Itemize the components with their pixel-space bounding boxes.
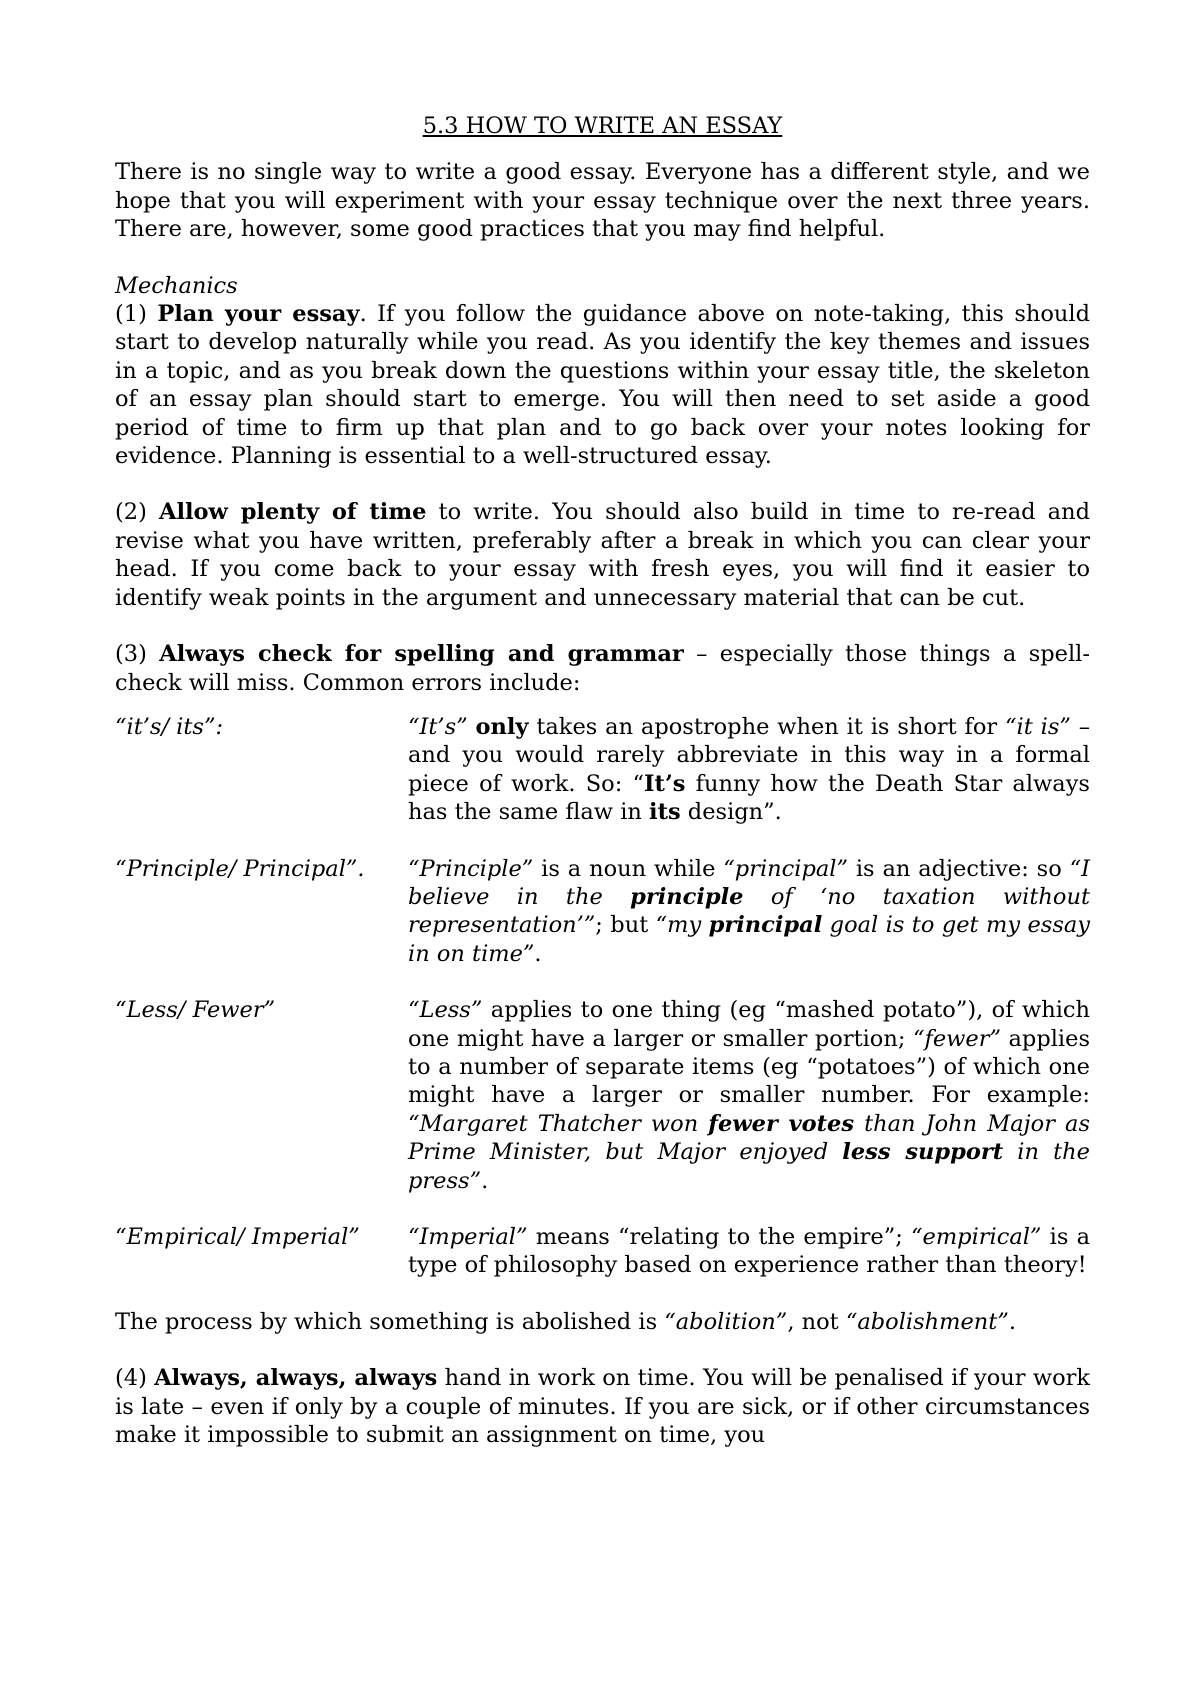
- point-title: Plan your essay: [157, 301, 360, 328]
- point-text: hand in work on time. You will be penalised if your work is late – even if only by a couple of minutes. If you are sick, or if other circumstances make it impossible to submit an assignment on time, you: [115, 1365, 1091, 1449]
- point-text: – especially those things a spell-check will miss. Common errors include:: [115, 641, 1090, 696]
- mechanics-section: [115, 272, 1090, 471]
- point-4-paragraph: [115, 1364, 1090, 1449]
- text-run: in the press”: [408, 1139, 1090, 1194]
- text-run: ; but: [595, 912, 656, 939]
- document-page: [115, 112, 1090, 1449]
- text-run: takes an apostrophe when it is short for: [528, 713, 1006, 740]
- text-run: , not: [787, 1308, 846, 1335]
- point-2-paragraph: [115, 498, 1090, 612]
- common-errors-list: [115, 713, 1090, 1280]
- error-entry: [115, 996, 1090, 1195]
- text-run: design”.: [680, 799, 782, 826]
- text-run: is an adjective: so: [847, 855, 1070, 882]
- point-3-paragraph: [115, 640, 1090, 697]
- text-run: “fewer”: [912, 1025, 1001, 1052]
- error-term: “it’s/ its”:: [115, 713, 224, 740]
- text-run: .: [481, 1167, 489, 1194]
- text-run: funny how the Death Star always has the same flaw in: [408, 770, 1090, 826]
- error-term: “Principle/ Principal”.: [115, 855, 365, 882]
- text-run: “my: [655, 912, 709, 939]
- text-run: fewer votes: [708, 1110, 855, 1137]
- text-run: principle: [630, 883, 744, 910]
- text-run: The process by which something is abolished is: [115, 1308, 665, 1335]
- text-run: “Principle”: [408, 855, 534, 882]
- text-run: “Imperial”: [408, 1224, 528, 1250]
- error-definition: [408, 996, 1090, 1195]
- text-run: “It’s”: [408, 713, 468, 740]
- point-number: (3): [115, 641, 160, 668]
- point-title: Always check for spelling and grammar: [159, 641, 684, 668]
- text-run: its: [649, 799, 681, 826]
- text-run: goal is to get my essay in on time”: [408, 912, 1090, 967]
- error-entry: [115, 1223, 1090, 1280]
- text-run: .: [534, 940, 542, 967]
- text-run: applies to a number of separate items (eg “potatoes”) of which one might have a larger or smaller number. For example:: [408, 1025, 1090, 1109]
- point-number: (2): [115, 499, 159, 526]
- text-run: “Margaret Thatcher won: [408, 1110, 709, 1137]
- text-run: “it is”: [1005, 713, 1071, 740]
- abolition-paragraph: [115, 1308, 1090, 1336]
- text-run: than John Major as Prime Minister, but Major enjoyed: [408, 1110, 1090, 1166]
- error-entry: [115, 713, 1090, 827]
- point-text: to write. You should also build in time to re-read and revise what you have written, preferably after a break in which you can clear your head. If you come back to your essay with fresh eyes, you will find it easier to identify weak points in the argument and unnecessary material that can be cut.: [115, 499, 1090, 611]
- text-run: “empirical”: [911, 1224, 1042, 1250]
- text-run: “Less”: [408, 997, 483, 1024]
- point-text: . If you follow the guidance above on note-taking, this should start to develop naturally while you read. As you identify the key themes and issues in a topic, and as you break down the questions within your essay title, the skeleton of an essay plan should start to emerge. You will then need to set aside a good period of time to firm up that plan and to go back over your notes looking for evidence. Planning is essential to a well-structured essay.: [115, 301, 1090, 470]
- text-run: is a noun while: [533, 855, 724, 882]
- text-run: “principal”: [723, 855, 848, 882]
- point-number: (1): [115, 301, 158, 328]
- text-run: only: [475, 713, 529, 740]
- text-run: principal: [708, 912, 823, 939]
- error-term: “Empirical/ Imperial”: [115, 1224, 360, 1250]
- error-definition: [408, 1223, 1090, 1280]
- text-run: It’s: [644, 770, 686, 797]
- point-title: Allow plenty of time: [158, 499, 427, 526]
- text-run: is a type of philosophy based on experience rather than theory!: [408, 1224, 1091, 1279]
- text-run: less support: [842, 1139, 1004, 1166]
- error-term: “Less/ Fewer”: [115, 997, 276, 1024]
- error-definition: [408, 713, 1090, 827]
- text-run: “abolishment”: [845, 1308, 1009, 1335]
- error-definition: [408, 855, 1090, 969]
- point-title: Always, always, always: [154, 1365, 438, 1392]
- text-run: of ‘no taxation without representation’”: [408, 883, 1090, 939]
- text-run: .: [1008, 1308, 1016, 1335]
- text-run: – and you would rarely abbreviate in this way in a formal piece of work. So: “: [408, 713, 1090, 797]
- text-run: applies to one thing (eg “mashed potato”), of which one might have a larger or smaller portion;: [408, 997, 1090, 1052]
- page-title: 5.3 HOW TO WRITE AN ESSAY: [422, 113, 783, 139]
- point-number: (4): [115, 1365, 155, 1392]
- text-run: “I believe in the: [408, 855, 1090, 910]
- intro-paragraph: There is no single way to write a good essay. Everyone has a different style, and we hope that you will experiment with your essay technique over the next three years. There are, however, some good practices that you may find helpful.: [115, 159, 1090, 243]
- text-run: “abolition”: [664, 1308, 788, 1335]
- section-heading: Mechanics: [115, 272, 238, 299]
- text-run: means “relating to the empire”;: [527, 1224, 912, 1250]
- error-entry: [115, 855, 1090, 969]
- text-run: [468, 714, 476, 740]
